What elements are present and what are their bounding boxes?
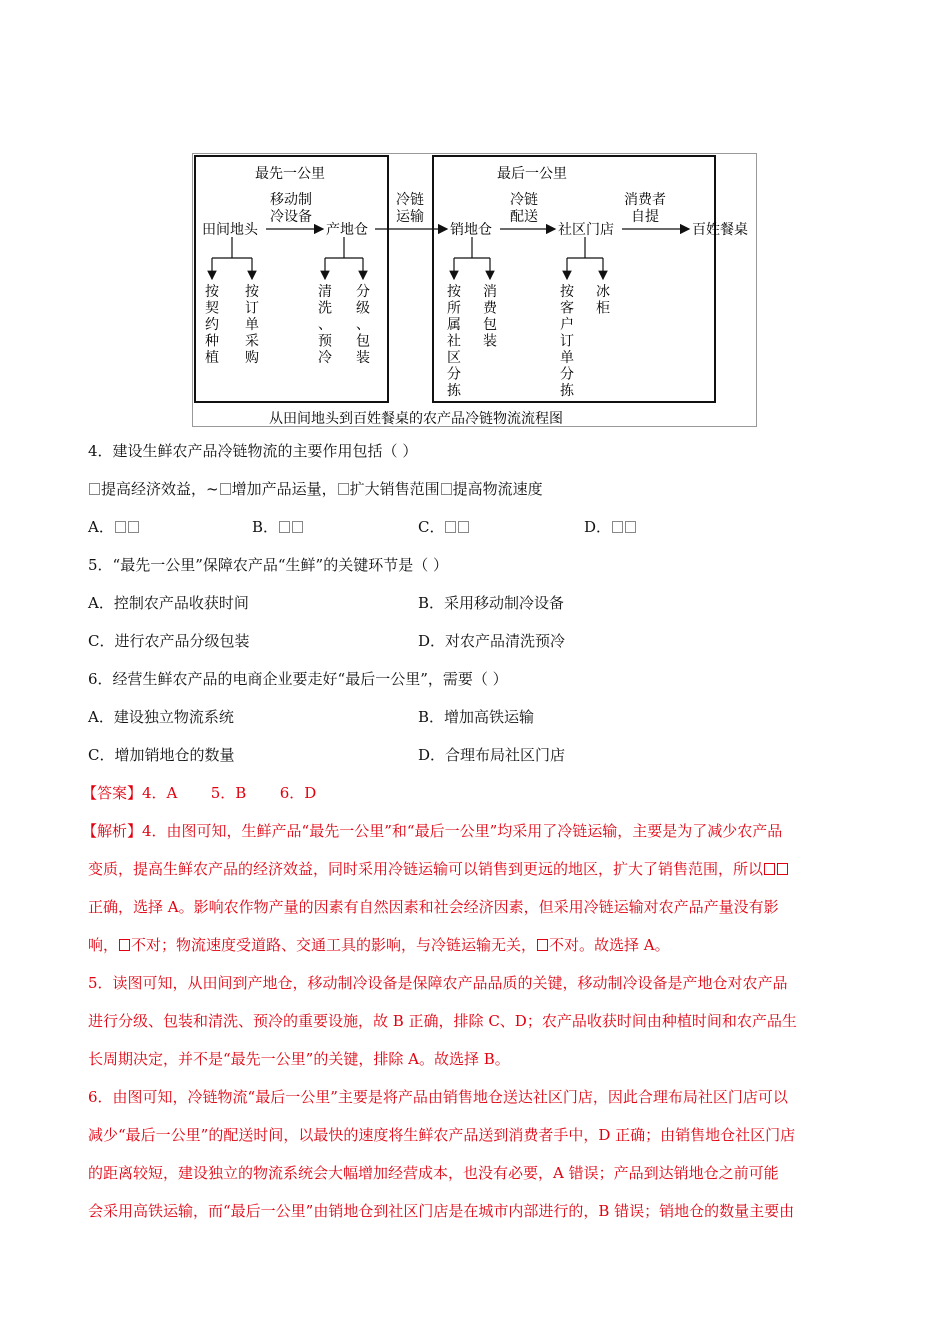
branch-field-contract-planting: 按契约种植 [205, 284, 219, 366]
last-mile-title: 最后一公里 [497, 166, 567, 182]
answer-line [82, 783, 316, 803]
first-mile-title: 最先一公里 [255, 166, 325, 182]
node-origin-warehouse: 产地仓 [326, 222, 368, 238]
analysis-5-line-3: 长周期决定，并不是“最先一公里”的关键，排除 A。故选择 B。 [88, 1050, 510, 1068]
analysis-6-line-4: 会采用高铁运输，而“最后一公里”由销地仓到社区门店是在城市内部进行的，B 错误；销地仓的数量主要由 [88, 1202, 795, 1220]
q4-statements [88, 479, 543, 499]
q4-option-b[interactable] [252, 517, 304, 537]
q4-marker-4 [441, 483, 452, 495]
branch-connectors [212, 237, 603, 279]
q6-option-b[interactable]: B．增加高铁运输 [418, 708, 535, 726]
q4-option-a-label: A． [88, 518, 114, 536]
analysis-5-line-2: 进行分级、包装和清洗、预冷的重要设施，故 B 正确，排除 C、D；农产品收获时间由种植时间和农产品生 [88, 1012, 797, 1030]
edge-label-mobile-cooling-1: 移动制 [270, 192, 312, 208]
edge-label-cold-delivery-2: 配送 [510, 209, 538, 225]
edge-label-pickup-2: 自提 [631, 209, 659, 225]
q6-stem: 6．经营生鲜农产品的电商企业要走好“最后一公里”，需要（ ） [88, 670, 508, 688]
q4-marker-2 [220, 483, 231, 495]
analysis-4-text-1: 4．由图可知，生鲜产品“最先一公里”和“最后一公里”均采用了冷链运输，主要是为了减少农产品 [142, 822, 783, 840]
answer-text: 4．A 5．B 6．D [142, 784, 317, 802]
analysis-4-text-4a: 响， [88, 936, 119, 954]
flowchart-svg [192, 153, 757, 427]
branch-origin-wash-precool: 清洗、预冷 [318, 284, 332, 366]
q6-option-c[interactable]: C．增加销地仓的数量 [88, 746, 235, 764]
node-field: 田间地头 [202, 222, 258, 238]
q4-option-d[interactable] [584, 517, 637, 537]
node-community-store: 社区门店 [558, 222, 614, 238]
q4-statement-3: 扩大销售范围 [349, 480, 440, 498]
edge-label-cold-transport-1: 冷链 [396, 192, 424, 208]
node-table: 百姓餐桌 [692, 222, 748, 238]
q4-option-c-label: C． [418, 518, 445, 536]
q4-statement-4: 提高物流速度 [452, 480, 543, 498]
answer-label: 【答案】 [82, 784, 143, 802]
q4-option-c[interactable] [418, 517, 470, 537]
branch-store-order-sort: 按客户订单分拣 [560, 284, 574, 399]
figure-caption: 从田间地头到百姓餐桌的农产品冷链物流流程图 [269, 411, 563, 427]
q5-stem: 5．“最先一公里”保障农产品“生鲜”的关键环节是（ ） [88, 556, 448, 574]
analysis-6-line-3: 的距离较短，建设独立的物流系统会大幅增加经营成本，也没有必要，A 错误；产品到达销地仓之前可能 [88, 1164, 779, 1182]
analysis-6-line-1: 6．由图可知，冷链物流“最后一公里”主要是将产品由销售地仓送达社区门店，因此合理布局社区门店可以 [88, 1088, 788, 1106]
branch-sales-consumer-pack: 消费包装 [483, 284, 497, 350]
q4-statement-2: 增加产品运量， [231, 480, 337, 498]
analysis-4-text-2: 变质，提高生鲜农产品的经济效益，同时采用冷链运输可以销售到更远的地区，扩大了销售范围，所以 [88, 860, 764, 878]
edge-label-mobile-cooling-2: 冷设备 [270, 209, 312, 225]
q4-option-a[interactable] [88, 517, 140, 537]
node-sales-warehouse: 销地仓 [450, 222, 492, 238]
q5-option-a[interactable]: A．控制农产品收获时间 [88, 594, 249, 612]
analysis-4-line-1 [82, 821, 858, 841]
branch-sales-community-sort: 按所属社区分拣 [447, 284, 461, 399]
q4-statement-1: 提高经济效益，~ [101, 480, 219, 498]
analysis-4-text-4b: 不对；物流速度受道路、交通工具的影响，与冷链运输无关， [131, 936, 537, 954]
cold-chain-flowchart [192, 153, 757, 427]
q4-marker-1 [89, 483, 100, 495]
q4-marker-3 [338, 483, 349, 495]
q4-option-b-label: B． [252, 518, 279, 536]
analysis-4-line-3: 正确，选择 A。影响农作物产量的因素有自然因素和社会经济因素，但采用冷链运输对农产品产量没有影 [88, 898, 779, 916]
branch-field-order-purchase: 按订单采购 [245, 284, 259, 366]
analysis-5-line-1: 5．读图可知，从田间到产地仓，移动制冷设备是保障农产品品质的关键，移动制冷设备是产地仓对农产品 [88, 974, 788, 992]
edge-label-cold-delivery-1: 冷链 [510, 192, 538, 208]
q4-stem: 4．建设生鲜农产品冷链物流的主要作用包括（ ） [88, 442, 418, 460]
analysis-label: 【解析】 [82, 822, 143, 840]
q5-option-d[interactable]: D．对农产品清洗预冷 [418, 632, 566, 650]
edge-label-pickup-1: 消费者 [624, 192, 666, 208]
q6-option-d[interactable]: D．合理布局社区门店 [418, 746, 566, 764]
analysis-4-line-4 [88, 935, 864, 955]
last-mile-box [433, 156, 715, 402]
analysis-4-line-2 [88, 859, 864, 879]
analysis-4-text-4c: 不对。故选择 A。 [549, 936, 670, 954]
q6-option-a[interactable]: A．建设独立物流系统 [88, 708, 234, 726]
branch-store-freezer: 冰柜 [596, 284, 610, 317]
analysis-6-line-2: 减少“最后一公里”的配送时间，以最快的速度将生鲜农产品送到消费者手中，D 正确；由销售地仓社区门店 [88, 1126, 796, 1144]
q4-option-d-label: D． [584, 518, 612, 536]
q5-option-c[interactable]: C．进行农产品分级包装 [88, 632, 250, 650]
branch-origin-grade-pack: 分级、包装 [356, 284, 370, 366]
edge-label-cold-transport-2: 运输 [396, 209, 424, 225]
q5-option-b[interactable]: B．采用移动制冷设备 [418, 594, 565, 612]
